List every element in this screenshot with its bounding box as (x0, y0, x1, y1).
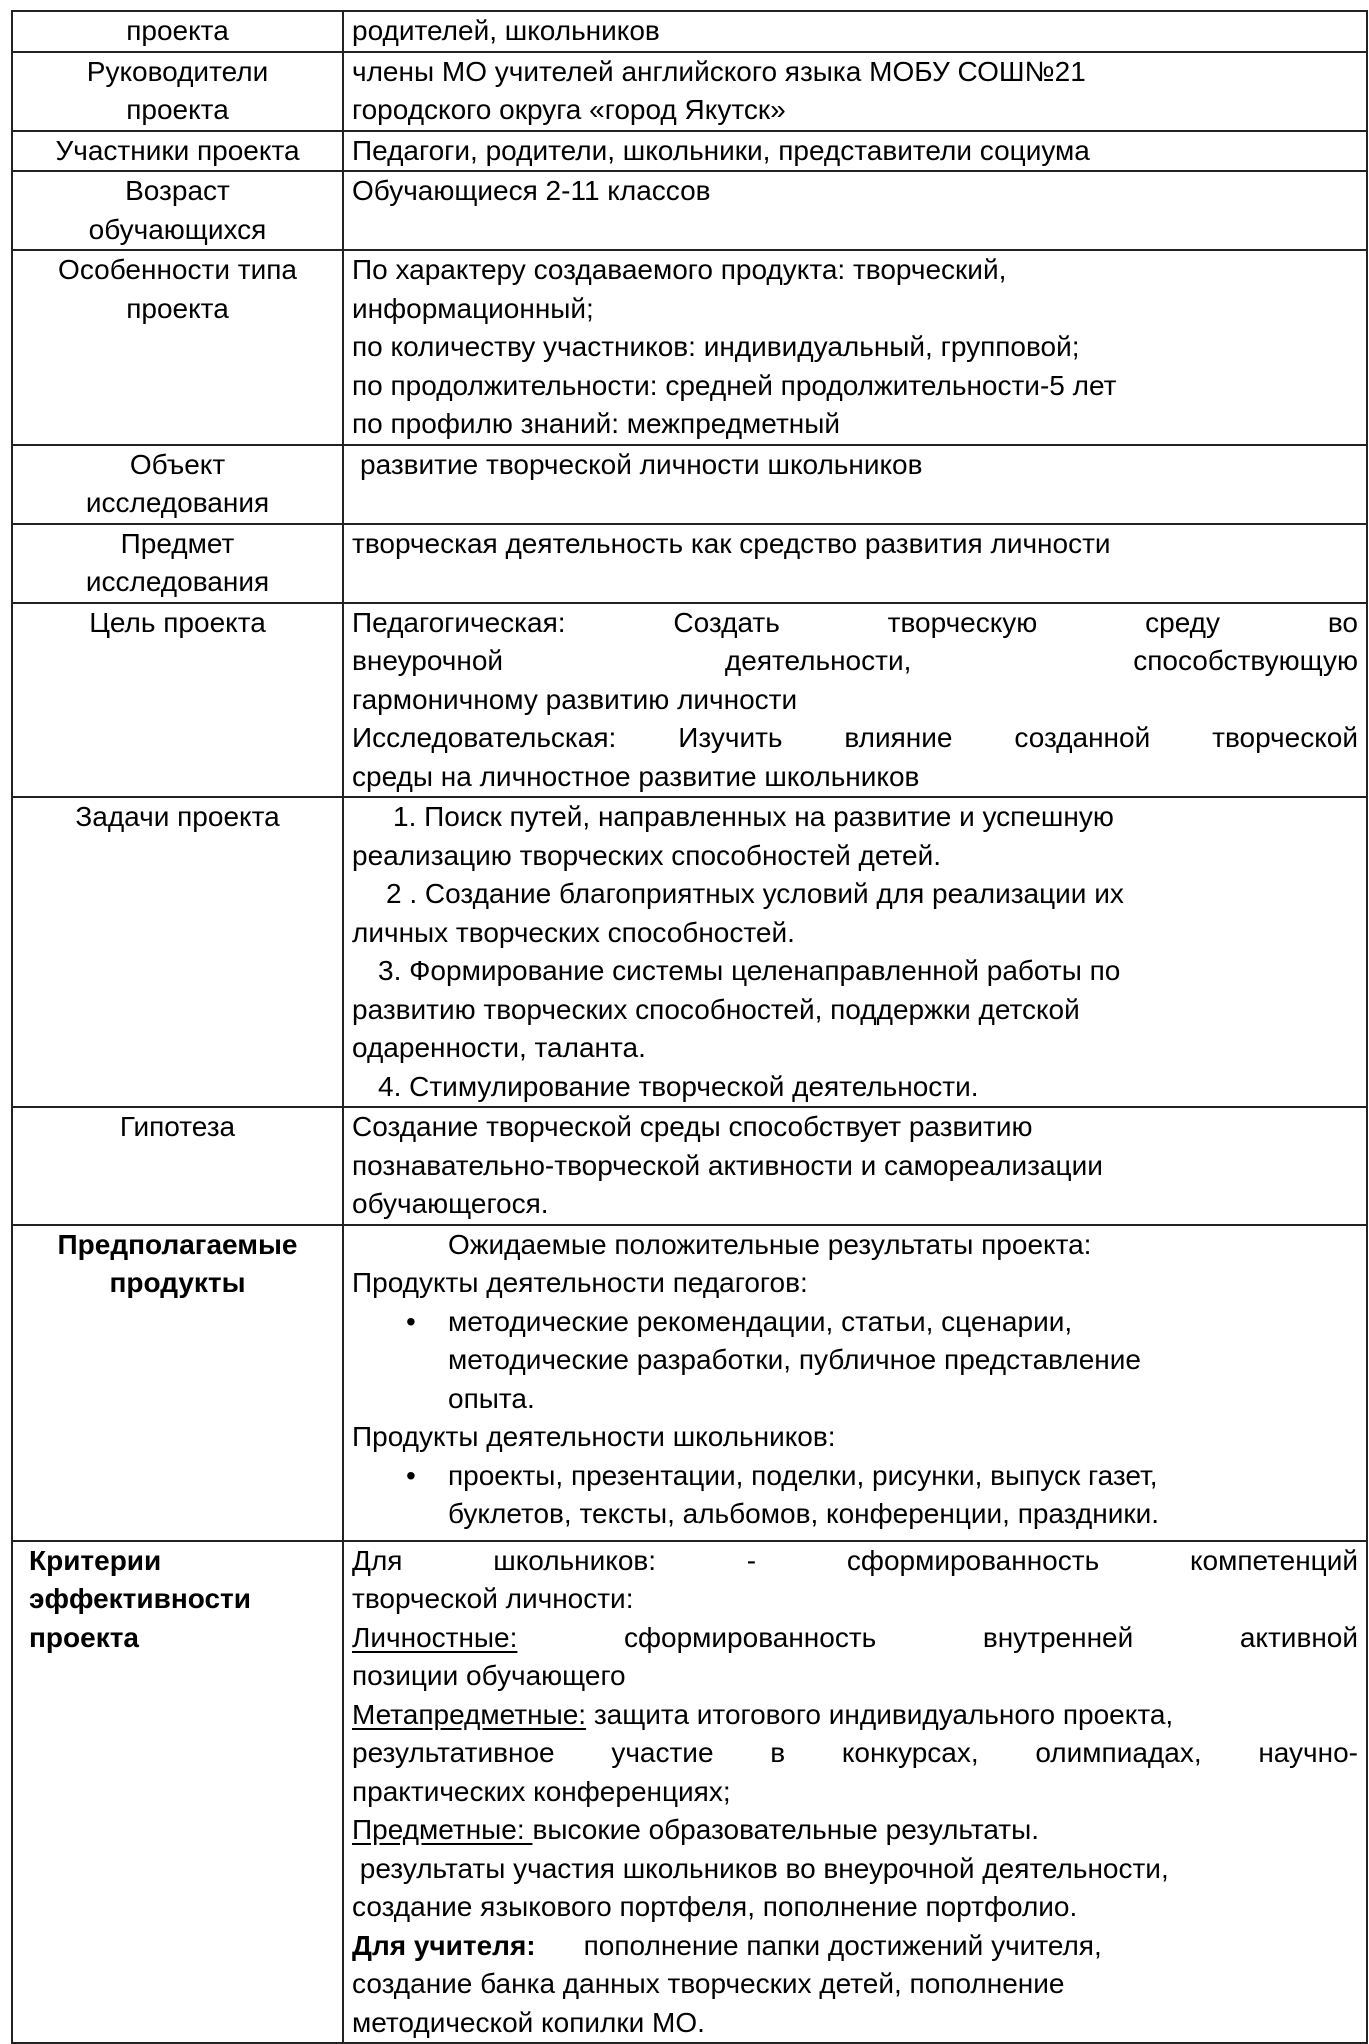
row-content (343, 131, 1367, 172)
row-content (343, 445, 1367, 524)
content-line (352, 1696, 1358, 1735)
list-item-line: опыта. (448, 1382, 535, 1414)
row-label-text: исследования (85, 487, 270, 518)
table-row (12, 797, 1367, 1107)
row-label-text: Объект (129, 448, 226, 480)
table-row (12, 131, 1367, 172)
row-label (12, 1541, 343, 2044)
row-content (343, 250, 1367, 445)
content-line (352, 1619, 1358, 1658)
row-label-text: проекта (29, 1621, 139, 1653)
content-line: родителей, школьников (352, 15, 660, 46)
table-row (12, 171, 1367, 250)
row-label (12, 603, 343, 798)
row-label-text: Критерии (29, 1544, 162, 1576)
subject-text: высокие образовательные результаты. (532, 1814, 1040, 1845)
row-label (12, 52, 343, 131)
row-label (12, 797, 343, 1107)
row-content (343, 797, 1367, 1107)
row-label (12, 171, 343, 250)
teachers-products-title: Продукты деятельности педагогов: (352, 1267, 808, 1298)
teacher-label: Для учителя: (352, 1929, 536, 1961)
content-line: по профилю знаний: межпредметный (352, 408, 841, 439)
row-label-text: проекта (126, 15, 229, 46)
row-label (12, 250, 343, 445)
content-line: результативное участие в конкурсах, олимпиадах, научно- (352, 1737, 1358, 1768)
row-label-text: обучающихся (88, 213, 267, 245)
row-label-text: продукты (109, 1267, 246, 1298)
table-row (12, 1541, 1367, 2044)
content-line: Педагоги, родители, школьники, представители социума (352, 134, 1090, 166)
list-item-line: проекты, презентации, поделки, рисунки, выпуск газет, (448, 1459, 1158, 1491)
row-label-text: Особенности типа (58, 254, 297, 285)
row-content (343, 52, 1367, 131)
row-content (343, 1107, 1367, 1225)
content-line: внеурочной деятельности, способствующую (352, 645, 1358, 676)
task-item: 1. Поиск путей, направленных на развитие и успешную (393, 801, 1114, 832)
task-item-continuation: одаренности, таланта. (352, 1032, 646, 1063)
list-item (352, 1303, 1358, 1419)
row-label (12, 131, 343, 172)
content-line (352, 1927, 1358, 1966)
table-row (12, 11, 1367, 52)
content-line: информационный; (352, 292, 594, 324)
list-item (352, 1457, 1358, 1534)
task-item-continuation: развитию творческих способностей, поддержки детской (352, 993, 1080, 1025)
content-line: развитие творческой личности школьников (360, 448, 923, 480)
row-content (343, 1225, 1367, 1541)
content-line: творческая деятельность как средство развития личности (352, 527, 1111, 559)
row-label-text: Руководители (86, 55, 269, 87)
row-label-text: проекта (126, 94, 229, 125)
personal-label: Личностные: (352, 1621, 518, 1653)
content-line: по количеству участников: индивидуальный, групповой; (352, 331, 1080, 362)
row-label-text: исследования (85, 566, 270, 597)
content-line: методической копилки МО. (352, 2006, 705, 2038)
table-row (12, 1225, 1367, 1541)
row-label (12, 1225, 343, 1541)
content-line: результаты участия школьников во внеурочной деятельности, (352, 1852, 1169, 1884)
content-line: творческой личности: (352, 1583, 634, 1614)
row-label-text: Предполагаемые (57, 1228, 298, 1260)
row-label-text: эффективности (29, 1583, 251, 1614)
table-row (12, 603, 1367, 798)
row-content (343, 524, 1367, 603)
task-item: 3. Формирование системы целенаправленной работы по (378, 955, 1121, 986)
task-item: 2 . Создание благоприятных условий для реализации их (386, 878, 1124, 909)
content-line: практических конференциях; (352, 1775, 731, 1807)
table-row (12, 52, 1367, 131)
students-products-title: Продукты деятельности школьников: (352, 1421, 836, 1452)
content-line (352, 1811, 1358, 1850)
list-item-line: методические рекомендации, статьи, сценарии, (448, 1305, 1073, 1337)
teacher-text: пополнение папки достижений учителя, (583, 1929, 1102, 1961)
task-item-continuation: реализацию творческих способностей детей. (352, 839, 941, 871)
row-label-text: Участники проекта (55, 134, 300, 166)
content-line: познавательно-творческой активности и самореализации (352, 1149, 1103, 1181)
content-line: позиции обучающего (352, 1660, 626, 1691)
content-line: создание языкового портфеля, пополнение портфолио. (352, 1891, 1078, 1922)
content-line: По характеру создаваемого продукта: творческий, (352, 254, 1007, 285)
content-line: члены МО учителей английского языка МОБУ СОШ№21 (352, 55, 1086, 87)
content-line: обучающегося. (352, 1188, 549, 1219)
list-item-line: методические разработки, публичное представление (448, 1344, 1141, 1375)
content-line: Создание творческой среды способствует развитию (352, 1111, 1033, 1142)
list-item-line: буклетов, тексты, альбомов, конференции, праздники. (448, 1498, 1160, 1529)
row-label-text: Предмет (120, 527, 235, 559)
table-row (12, 250, 1367, 445)
row-content (343, 171, 1367, 250)
content-line: Обучающиеся 2-11 классов (352, 175, 711, 206)
row-label (12, 11, 343, 52)
row-content (343, 1541, 1367, 2044)
content-line: по продолжительности: средней продолжительности-5 лет (352, 369, 1117, 401)
row-label (12, 1107, 343, 1225)
expected-results-heading: Ожидаемые положительные результаты проекта: (448, 1228, 1092, 1260)
content-line: Педагогическая: Создать творческую среду во (352, 606, 1358, 638)
task-item: 4. Стимулирование творческой деятельности. (378, 1070, 979, 1102)
project-passport-table (11, 10, 1368, 2044)
bullet-icon: • (406, 1459, 416, 1491)
table-row (12, 524, 1367, 603)
row-content (343, 603, 1367, 798)
meta-label: Метапредметные: (352, 1698, 587, 1730)
row-label-text: Гипотеза (119, 1111, 236, 1142)
personal-text: сформированность внутренней активной (623, 1621, 1358, 1653)
subject-label: Предметные: (352, 1814, 533, 1845)
content-line: Исследовательская: Изучить влияние созданной творческой (352, 722, 1358, 753)
task-item-continuation: личных творческих способностей. (352, 916, 795, 948)
row-label (12, 524, 343, 603)
content-line: Для школьников: - сформированность компетенций (352, 1544, 1358, 1576)
content-line: среды на личностное развитие школьников (352, 760, 920, 792)
content-line: гармоничному развитию личности (352, 683, 798, 715)
row-content (343, 11, 1367, 52)
row-label (12, 445, 343, 524)
row-label-text: Цель проекта (89, 606, 266, 638)
bullet-icon: • (406, 1305, 416, 1337)
table-row (12, 445, 1367, 524)
content-line: городского округа «город Якутск» (352, 94, 786, 125)
meta-text: защита итогового индивидуального проекта, (586, 1698, 1174, 1730)
row-label-text: проекта (126, 292, 229, 324)
content-line: создание банка данных творческих детей, пополнение (352, 1968, 1065, 1999)
row-label-text: Возраст (125, 175, 230, 206)
table-row (12, 1107, 1367, 1225)
row-label-text: Задачи проекта (75, 801, 280, 832)
